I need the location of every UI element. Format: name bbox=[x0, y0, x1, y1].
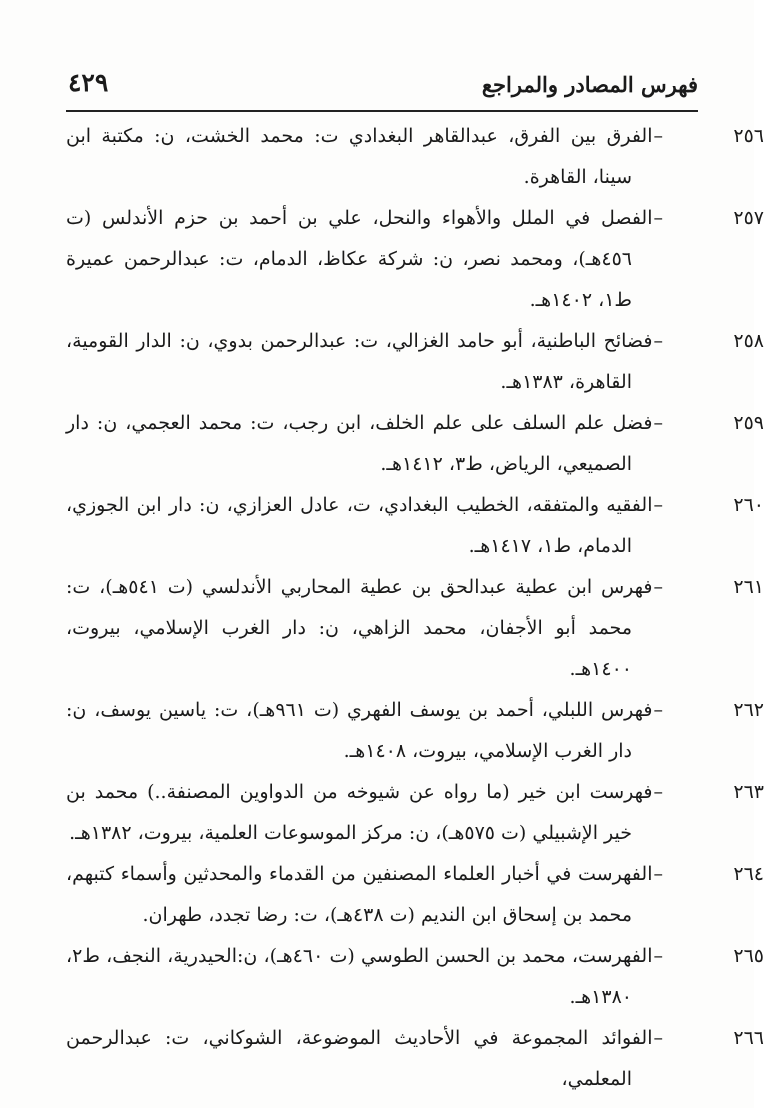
header-rule bbox=[66, 110, 698, 112]
bibliography-entry: ٢٥٩–فضل علم السلف على علم الخلف، ابن رجب، ت: محمد العجمي، ن: دار الصميعي، الرياض، ط٣، ١٤١٢هـ. bbox=[66, 403, 698, 485]
running-header bbox=[66, 66, 698, 104]
entry-number: ٢٦٢ bbox=[733, 699, 764, 721]
page-number: ٤٢٩ bbox=[68, 68, 109, 97]
entry-text: الفهرست في أخبار العلماء المصنفين من القدماء والمحدثين وأسماء كتبهم، محمد بن إسحاق ابن النديم (ت ٤٣٨هـ)، ت: رضا تجدد، طهران. bbox=[66, 863, 653, 926]
entry-text: الفوائد المجموعة في الأحاديث الموضوعة، الشوكاني، ت: عبدالرحمن المعلمي، bbox=[66, 1027, 653, 1090]
entry-number: ٢٦٥ bbox=[733, 945, 764, 967]
entry-number: ٢٦٤ bbox=[733, 863, 764, 885]
entry-text: فهرست ابن خير (ما رواه عن شيوخه من الدواوين المصنفة..) محمد بن خير الإشبيلي (ت ٥٧٥هـ)، ن: مركز الموسوعات العلمية، بيروت، ١٣٨٢هـ. bbox=[66, 781, 653, 844]
bibliography-entry: ٢٦١–فهرس ابن عطية عبدالحق بن عطية المحاربي الأندلسي (ت ٥٤١هـ)، ت: محمد أبو الأجفان، محمد الزاهي، ن: دار الغرب الإسلامي، بيروت، ١٤٠٠هـ. bbox=[66, 567, 698, 690]
bibliography-entry: ٢٦٦–الفوائد المجموعة في الأحاديث الموضوعة، الشوكاني، ت: عبدالرحمن المعلمي، bbox=[66, 1018, 698, 1100]
entry-number: ٢٥٦ bbox=[733, 125, 764, 147]
entry-text: فضل علم السلف على علم الخلف، ابن رجب، ت: محمد العجمي، ن: دار الصميعي، الرياض، ط٣، ١٤١٢هـ. bbox=[66, 412, 653, 475]
entry-text: الفرق بين الفرق، عبدالقاهر البغدادي ت: محمد الخشت، ن: مكتبة ابن سينا، القاهرة. bbox=[66, 125, 653, 188]
bibliography-entry: ٢٦٣–فهرست ابن خير (ما رواه عن شيوخه من الدواوين المصنفة..) محمد بن خير الإشبيلي (ت ٥٧٥هـ)، ن: مركز الموسوعات العلمية، بيروت، ١٣٨٢هـ. bbox=[66, 772, 698, 854]
entry-text: فهرس اللبلي، أحمد بن يوسف الفهري (ت ٩٦١هـ)، ت: ياسين يوسف، ن: دار الغرب الإسلامي، بيروت، ١٤٠٨هـ. bbox=[66, 699, 653, 762]
entry-number: ٢٦١ bbox=[733, 576, 764, 598]
bibliography-entry: ٢٦٥–الفهرست، محمد بن الحسن الطوسي (ت ٤٦٠هـ)، ن:الحيدرية، النجف، ط٢، ١٣٨٠هـ. bbox=[66, 936, 698, 1018]
bibliography-list bbox=[66, 116, 764, 1100]
bibliography-entry: ٢٥٧–الفصل في الملل والأهواء والنحل، علي بن أحمد بن حزم الأندلس (ت ٤٥٦هـ)، ومحمد نصر، ن: شركة عكاظ، الدمام، ت: عبدالرحمن عميرة ط١، ١٤٠٢هـ. bbox=[66, 198, 698, 321]
entry-number: ٢٥٩ bbox=[733, 412, 764, 434]
entry-text: الفقيه والمتفقه، الخطيب البغدادي، ت، عادل العزازي، ن: دار ابن الجوزي، الدمام، ط١، ١٤١٧هـ. bbox=[66, 494, 653, 557]
entry-number: ٢٦٣ bbox=[733, 781, 764, 803]
bibliography-entry: ٢٦٢–فهرس اللبلي، أحمد بن يوسف الفهري (ت ٩٦١هـ)، ت: ياسين يوسف، ن: دار الغرب الإسلامي، بيروت، ١٤٠٨هـ. bbox=[66, 690, 698, 772]
entry-text: الفصل في الملل والأهواء والنحل، علي بن أحمد بن حزم الأندلس (ت ٤٥٦هـ)، ومحمد نصر، ن: شركة عكاظ، الدمام، ت: عبدالرحمن عميرة ط١، ١٤٠٢هـ. bbox=[66, 207, 653, 311]
entry-number: ٢٥٧ bbox=[733, 207, 764, 229]
bibliography-entry: ٢٥٦–الفرق بين الفرق، عبدالقاهر البغدادي ت: محمد الخشت، ن: مكتبة ابن سينا، القاهرة. bbox=[66, 116, 698, 198]
running-title: فهرس المصادر والمراجع bbox=[481, 72, 698, 97]
entry-text: فضائح الباطنية، أبو حامد الغزالي، ت: عبدالرحمن بدوي، ن: الدار القومية، القاهرة، ١٣٨٣هـ. bbox=[66, 330, 653, 393]
entry-number: ٢٥٨ bbox=[733, 330, 764, 352]
bibliography-entry: ٢٦٠–الفقيه والمتفقه، الخطيب البغدادي، ت، عادل العزازي، ن: دار ابن الجوزي، الدمام، ط١، ١٤١٧هـ. bbox=[66, 485, 698, 567]
entry-text: فهرس ابن عطية عبدالحق بن عطية المحاربي الأندلسي (ت ٥٤١هـ)، ت: محمد أبو الأجفان، محمد الزاهي، ن: دار الغرب الإسلامي، بيروت، ١٤٠٠هـ. bbox=[66, 576, 653, 680]
entry-number: ٢٦٦ bbox=[733, 1027, 764, 1049]
bibliography-entry: ٢٥٨–فضائح الباطنية، أبو حامد الغزالي، ت: عبدالرحمن بدوي، ن: الدار القومية، القاهرة، ١٣٨٣هـ. bbox=[66, 321, 698, 403]
entry-number: ٢٦٠ bbox=[733, 494, 764, 516]
entry-text: الفهرست، محمد بن الحسن الطوسي (ت ٤٦٠هـ)، ن:الحيدرية، النجف، ط٢، ١٣٨٠هـ. bbox=[66, 945, 653, 1008]
bibliography-entry: ٢٦٤–الفهرست في أخبار العلماء المصنفين من القدماء والمحدثين وأسماء كتبهم، محمد بن إسحاق ابن النديم (ت ٤٣٨هـ)، ت: رضا تجدد، طهران. bbox=[66, 854, 698, 936]
